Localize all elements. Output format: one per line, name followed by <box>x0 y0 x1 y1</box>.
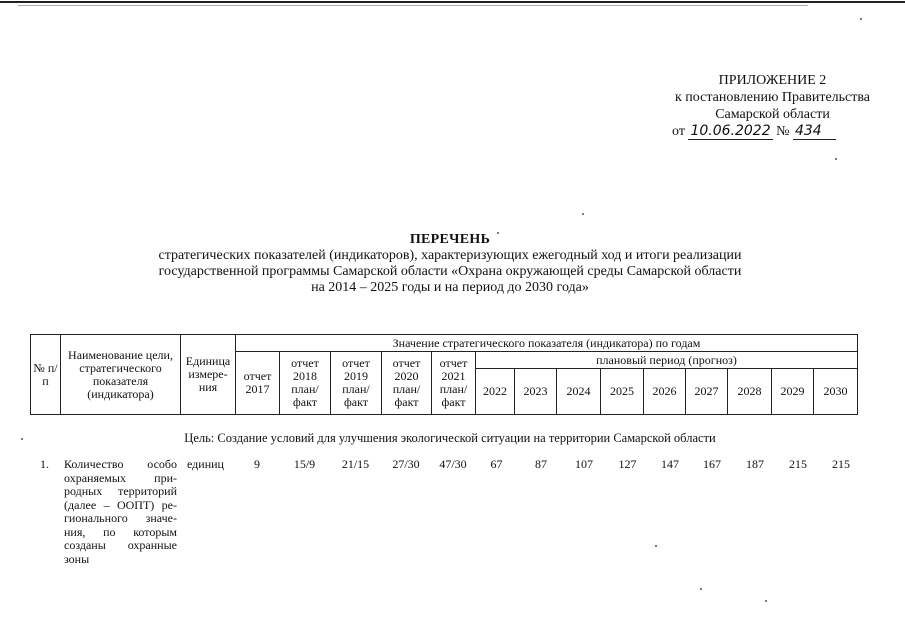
scan-speck <box>21 438 23 440</box>
row-value: 87 <box>535 457 547 471</box>
header-year: 2030 <box>814 369 858 415</box>
header-year: 2024 <box>557 369 601 415</box>
row-value: 67 <box>490 457 503 471</box>
indicator-table-header <box>30 334 858 415</box>
scan-speck <box>835 158 837 160</box>
scan-speck <box>497 232 499 234</box>
document-title <box>100 232 800 296</box>
row-value: 15/9 <box>293 457 316 471</box>
appendix-block <box>640 72 905 123</box>
header-report-2018: отчет 2018 план/ факт <box>280 352 331 415</box>
scan-speck <box>860 18 862 20</box>
row-value: 9 <box>254 457 260 471</box>
title-heading: ПЕРЕЧЕНЬ <box>409 232 491 247</box>
date-prefix: от <box>672 124 685 139</box>
handwritten-number: 434 <box>793 123 836 140</box>
scan-speck <box>582 213 584 215</box>
row-unit: единиц <box>187 457 224 471</box>
row-value: 27/30 <box>392 457 420 471</box>
appendix-line2: к постановлению Правительства <box>674 90 871 105</box>
goal-text: Цель: Создание условий для улучшения экологической ситуации на территории Самарской области <box>184 431 716 445</box>
handwritten-date: 10.06.2022 <box>690 123 771 139</box>
row-value: 187 <box>746 457 764 471</box>
row-name: Количество особо охраняемых при-родных территорий (далее – ООПТ) ре-гионального значе-ния, по которым созданы охранные зоны <box>64 457 177 566</box>
header-year: 2028 <box>728 369 772 415</box>
header-num: № п/п <box>31 335 61 415</box>
title-line1: стратегических показателей (индикаторов), характеризующих ежегодный ход и итоги реализации <box>158 248 742 263</box>
row-value: 147 <box>661 457 679 471</box>
scan-speck <box>700 588 702 590</box>
appendix-date-row <box>672 123 836 140</box>
scan-speck <box>765 600 767 602</box>
header-report-2017: отчет 2017 <box>236 352 280 415</box>
header-plan-period: плановый период (прогноз) <box>476 352 858 369</box>
header-year: 2022 <box>476 369 515 415</box>
header-year: 2023 <box>515 369 557 415</box>
header-values: Значение стратегического показателя (индикатора) по годам <box>236 335 858 352</box>
row-num: 1. <box>40 457 49 471</box>
row-value: 127 <box>618 457 637 471</box>
appendix-title: ПРИЛОЖЕНИЕ 2 <box>718 73 827 88</box>
number-sign: № <box>776 124 790 139</box>
row-value: 107 <box>575 457 593 471</box>
row-value: 215 <box>789 457 807 471</box>
header-report-2019: отчет 2019 план/ факт <box>331 352 382 415</box>
header-year: 2027 <box>686 369 728 415</box>
title-line2: государственной программы Самарской области «Охрана окружающей среды Самарской области <box>158 264 742 279</box>
row-value: 215 <box>832 457 850 471</box>
header-unit: Единица измере-ния <box>181 335 236 415</box>
title-line3: на 2014 – 2025 годы и на период до 2030 года» <box>311 280 589 295</box>
header-year: 2026 <box>644 369 686 415</box>
row-value: 47/30 <box>439 457 467 471</box>
scan-top-line-faint <box>18 5 808 6</box>
header-year: 2029 <box>772 369 814 415</box>
header-report-2020: отчет 2020 план/ факт <box>382 352 432 415</box>
appendix-line3: Самарской области <box>715 107 830 122</box>
header-report-2021: отчет 2021 план/ факт <box>432 352 476 415</box>
scan-speck <box>655 545 657 547</box>
scan-top-line <box>0 1 905 3</box>
row-value: 167 <box>703 457 721 471</box>
header-name: Наименование цели, стратегического показателя (индикатора) <box>61 335 181 415</box>
header-year: 2025 <box>601 369 644 415</box>
row-value: 21/15 <box>341 457 370 471</box>
